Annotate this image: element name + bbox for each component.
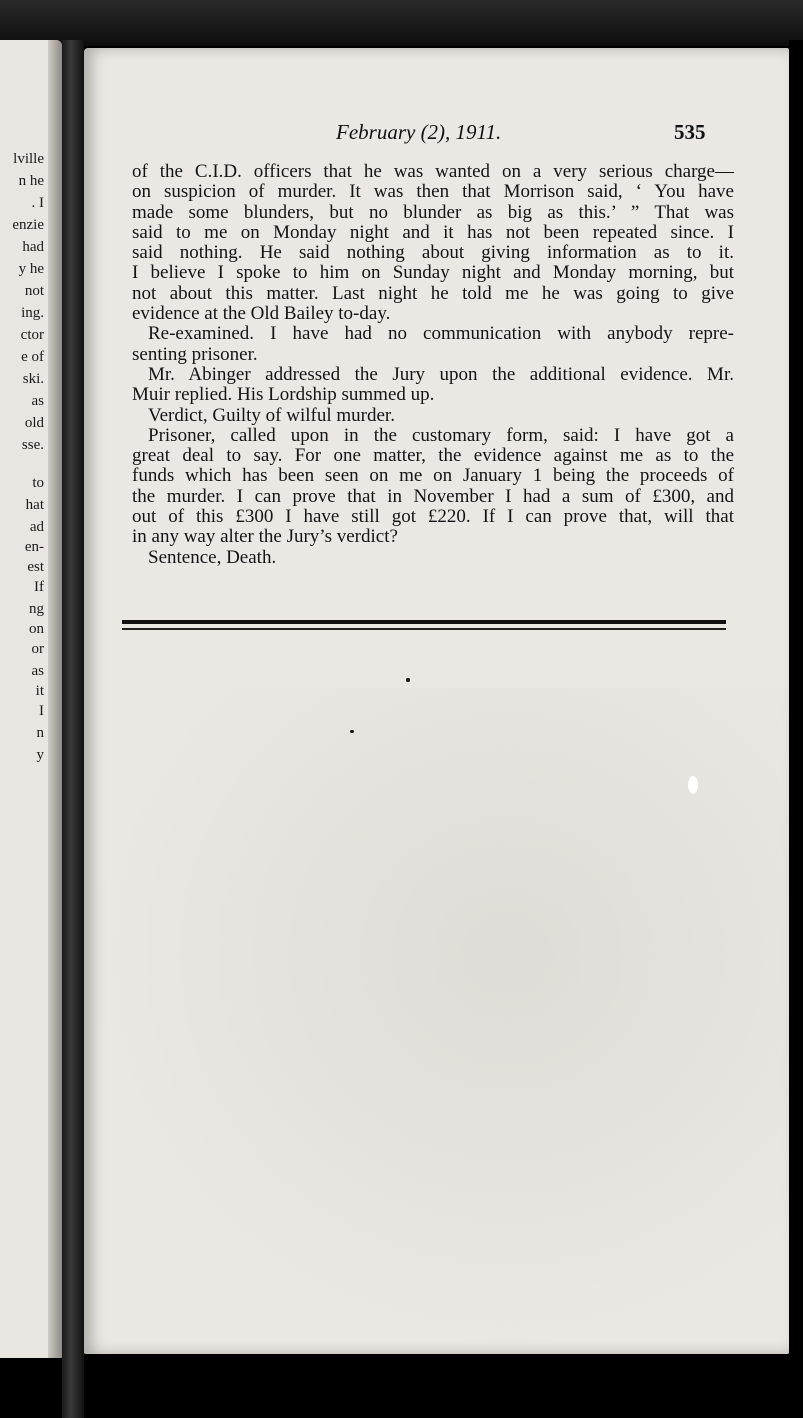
text-line: in any way alter the Jury’s verdict? bbox=[132, 526, 398, 548]
text-line: Prisoner, called upon in the customary form, said: I have got a bbox=[148, 424, 734, 446]
end-rule-thin bbox=[122, 628, 726, 630]
running-title-text: February (2), 1911. bbox=[336, 120, 502, 144]
facing-page-fragment: est bbox=[27, 559, 44, 575]
text-line: I believe I spoke to him on Sunday night and Monday morning, but bbox=[132, 262, 734, 284]
facing-page-fragment: n he bbox=[18, 173, 44, 189]
ink-speck bbox=[350, 730, 354, 733]
facing-page-fragment: en- bbox=[24, 539, 44, 555]
facing-page-fragment: not bbox=[24, 283, 44, 299]
facing-page-fragment: or bbox=[31, 641, 44, 657]
end-rule-thick bbox=[122, 620, 726, 624]
facing-page-fragment: had bbox=[22, 239, 44, 255]
facing-page-gutter-shadow bbox=[48, 40, 62, 1358]
text-line: great deal to say. For one matter, the evidence against me as to the bbox=[132, 445, 734, 467]
text-line: Sentence, Death. bbox=[148, 546, 277, 568]
body-text bbox=[132, 162, 734, 568]
facing-page-fragment: to bbox=[32, 475, 44, 491]
facing-page-fragment: ski. bbox=[22, 371, 44, 387]
facing-page-fragment: ctor bbox=[20, 327, 44, 343]
facing-page-fragment: on bbox=[29, 621, 44, 637]
facing-page-fragment: ad bbox=[29, 519, 44, 535]
scanner-top-band bbox=[0, 0, 803, 46]
text-line: evidence at the Old Bailey to-day. bbox=[132, 303, 391, 325]
scanner-bottom-band bbox=[84, 1354, 803, 1418]
facing-page-fragment: If bbox=[34, 579, 44, 595]
text-line: of the C.I.D. officers that he was wanted on a very serious charge— bbox=[132, 161, 734, 182]
scanner-right-edge bbox=[789, 40, 803, 1358]
page-number: 535 bbox=[674, 120, 706, 144]
text-line: said nothing. He said nothing about giving information as to it. bbox=[132, 242, 734, 264]
text-line: the murder. I can prove that in November I had a sum of £300, and bbox=[132, 485, 734, 507]
text-line: senting prisoner. bbox=[132, 343, 258, 365]
bleed-through-shade bbox=[84, 688, 789, 1354]
text-line: not about this matter. Last night he told me he was going to give bbox=[132, 282, 734, 304]
facing-page-fragment: it bbox=[35, 683, 44, 699]
facing-page-fragment: sse. bbox=[21, 437, 44, 453]
facing-page-fragment: lville bbox=[13, 151, 44, 167]
text-line: out of this £300 I have still got £220. If I can prove that, will that bbox=[132, 506, 734, 528]
facing-page-fragment: old bbox=[24, 415, 44, 431]
text-line: on suspicion of murder. It was then that Morrison said, ‘ You have bbox=[132, 181, 734, 203]
facing-page-fragment: y bbox=[36, 747, 44, 763]
text-line: Muir replied. His Lordship summed up. bbox=[132, 384, 435, 406]
ink-speck bbox=[406, 678, 410, 682]
facing-page-fragment: enzie bbox=[12, 217, 44, 233]
paper-hole bbox=[688, 776, 698, 794]
facing-page-fragment: n bbox=[36, 725, 44, 741]
facing-page-fragment: . I bbox=[31, 195, 44, 211]
facing-page-fragment: as bbox=[31, 393, 44, 409]
book-spine bbox=[62, 40, 84, 1418]
running-title bbox=[336, 120, 501, 145]
text-line: Mr. Abinger addressed the Jury upon the additional evidence. Mr. bbox=[148, 363, 734, 385]
facing-page-left bbox=[0, 40, 62, 1358]
facing-page-fragment: ing. bbox=[21, 305, 44, 321]
text-line: said to me on Monday night and it has not been repeated since. I bbox=[132, 221, 734, 243]
facing-page-fragment: ng bbox=[29, 601, 44, 617]
facing-page-fragment: I bbox=[39, 703, 44, 719]
text-line: made some blunders, but no blunder as big as this.’ ” That was bbox=[132, 201, 734, 223]
facing-page-fragment: as bbox=[31, 663, 44, 679]
facing-page-fragment: hat bbox=[25, 497, 44, 513]
facing-page-fragment: y he bbox=[18, 261, 44, 277]
text-line: funds which has been seen on me on January 1 being the proceeds of bbox=[132, 465, 734, 487]
text-line: Re-examined. I have had no communication with anybody repre- bbox=[148, 323, 734, 345]
document-page bbox=[84, 48, 789, 1354]
text-line: Verdict, Guilty of wilful murder. bbox=[148, 404, 395, 426]
facing-page-fragment: e of bbox=[21, 349, 44, 365]
